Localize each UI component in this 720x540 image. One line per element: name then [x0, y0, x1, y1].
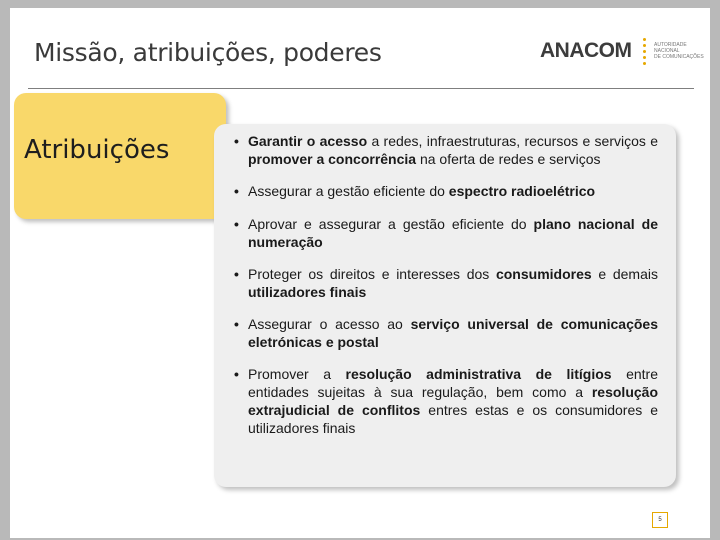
bullet-text: Assegurar o acesso ao: [248, 316, 411, 332]
bullet-dot-icon: •: [234, 366, 239, 382]
bullet-text: Proteger os direitos e interesses dos: [248, 266, 496, 282]
bullet-emphasis: serviço universal de comunicações eletrónicas e postal: [248, 316, 658, 350]
bullet-item: [234, 365, 658, 437]
bullet-item: [234, 265, 658, 301]
bullet-text: entre entidades sujeitas à sua regulação, bem como a: [248, 366, 658, 400]
bullet-emphasis: utilizadores finais: [248, 284, 367, 300]
bullet-text: na oferta de redes e serviços: [416, 151, 601, 167]
logo-wordmark: ANACOM: [540, 39, 632, 62]
bullet-text: a redes, infraestruturas, recursos e serviços e: [367, 133, 658, 149]
bullet-dot-icon: •: [234, 266, 239, 282]
title-divider: [28, 88, 694, 89]
bullet-dot-icon: •: [234, 216, 239, 232]
bullet-emphasis: Garantir o acesso: [248, 133, 368, 149]
bullet-list: [234, 132, 658, 451]
bullet-text: e demais: [591, 266, 658, 282]
bullet-text: Aprovar e assegurar a gestão eficiente do: [248, 216, 534, 232]
section-label: Atribuições: [24, 135, 170, 165]
logo-subtitle: AUTORIDADE NACIONAL DE COMUNICAÇÕES: [654, 42, 704, 60]
bullet-emphasis: promover a concorrência: [248, 151, 417, 167]
bullet-emphasis: plano nacional de numeração: [248, 216, 658, 250]
anacom-logo: [540, 38, 710, 78]
page-number: 5: [652, 512, 668, 528]
bullet-emphasis: resolução extrajudicial de conflitos: [248, 384, 658, 418]
bullet-dot-icon: •: [234, 183, 239, 199]
bullet-item: [234, 215, 658, 251]
logo-dots-icon: [643, 38, 647, 70]
slide-title: Missão, atribuições, poderes: [34, 38, 382, 67]
bullet-text: Assegurar a gestão eficiente do: [248, 183, 449, 199]
bullet-emphasis: resolução administrativa de litígios: [345, 366, 612, 382]
bullet-item: [234, 182, 658, 200]
bullet-item: [234, 315, 658, 351]
bullet-item: [234, 132, 658, 168]
bullet-emphasis: consumidores: [495, 266, 592, 282]
bullet-dot-icon: •: [234, 133, 239, 149]
bullet-text: Promover a: [248, 366, 346, 382]
bullet-dot-icon: •: [234, 316, 239, 332]
bullet-text: entres estas e os consumidores e utilizadores finais: [248, 402, 658, 436]
bullet-emphasis: espectro radioelétrico: [448, 183, 596, 199]
